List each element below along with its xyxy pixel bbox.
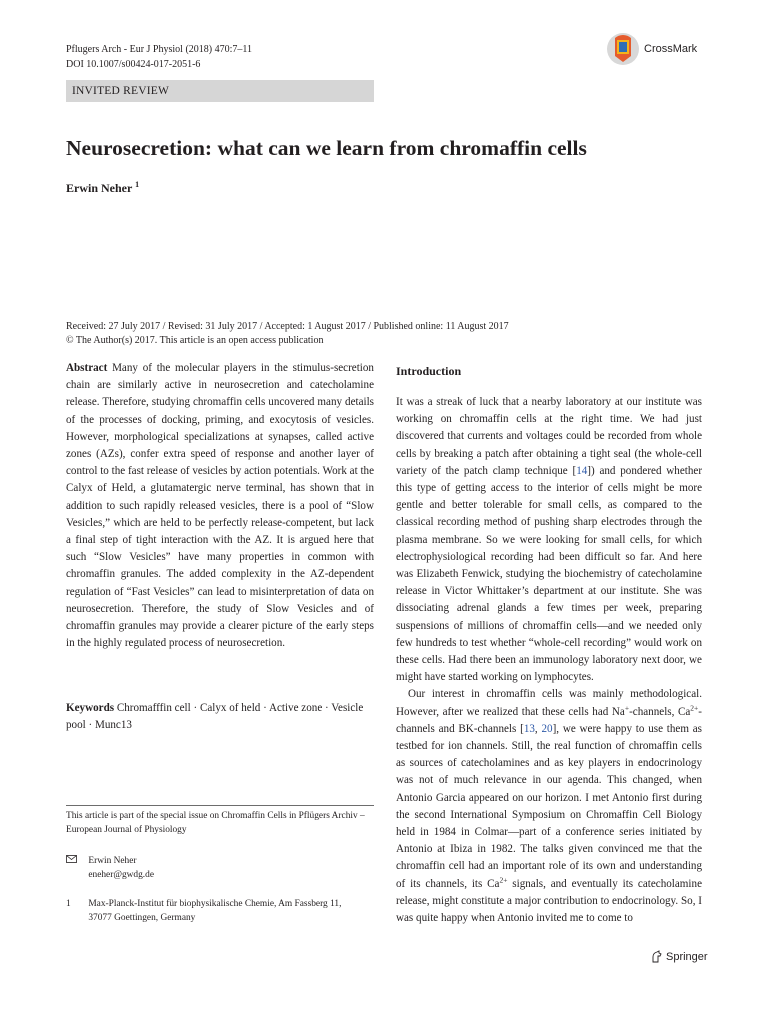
introduction-section — [396, 360, 702, 927]
superscript: 2+ — [499, 875, 508, 884]
affil-line-2: 37077 Goettingen, Germany — [88, 912, 196, 923]
section-label: INVITED REVIEW — [72, 85, 170, 97]
intro-p2-text-d: ], we were happy to use them as testbed for ion channels. Still, the real function of chromaffin cells as sources of catecholamines and as key players in endocrinology was not of much relevance in our agenda. This changed, when Antonio Garcia appeared on our horizon. I met Antonio first during the second International Symposium on Chromaffin Cell Biology held in 1984 in Colmar—part of a conference series initiated by Antonio at Ibiza in 1982. The talks given convinced me that the chromaffin cell had an important role of its own and understanding of its channels, its Ca — [396, 722, 702, 890]
envelope-icon — [66, 855, 86, 869]
dates-line: Received: 27 July 2017 / Revised: 31 July 2017 / Accepted: 1 August 2017 / Published online: 11 August 2017 — [66, 321, 509, 332]
citation-link[interactable]: 13 — [523, 722, 535, 735]
citation-link[interactable]: 20 — [541, 722, 553, 735]
publisher-logo — [650, 950, 708, 963]
author-affil-mark: 1 — [135, 180, 140, 189]
superscript: 2+ — [690, 702, 699, 712]
corr-name: Erwin Neher — [88, 856, 137, 866]
introduction-heading: Introduction — [396, 364, 462, 378]
author-name[interactable]: Erwin Neher — [66, 181, 133, 195]
springer-horse-icon — [650, 950, 663, 963]
intro-p1-text-b: ]) and pondered whether this type of getting access to the interior of cells might be more gentle and better tolerable for small cells, as compared to the classical recording method of pushing sharp electrodes through the plasma membrane. So we were looking for small cells, for which electrophysiological recording had been difficult so far. And here was Elizabeth Fenwick, studying the biochemistry of catecholamine release in Victor Whittaker’s department at our institute. She was dissociating adrenal glands a few times per week, preparing suspensions of millions of chromaffin cells—and we needed only few hundreds to test whether “whole-cell recording” would work on these cells. Had there been an immunology laboratory next door, we might have started working on lymphocytes. — [396, 464, 703, 684]
keywords-heading: Keywords — [66, 702, 115, 714]
intro-p1-text-a: It was a streak of luck that a nearby laboratory at our institute was working on chromaffin cells at the right time. We had just discovered that currents and voltages could be recorded from whole cells by breaking a patch after obtaining a tight seal (the whole-cell variety of the patch clamp technique [ — [396, 396, 702, 477]
citation-separator: , — [534, 722, 542, 735]
intro-paragraph-1 — [396, 394, 702, 686]
affiliation — [66, 898, 376, 925]
keywords-text: Chromafffin cell · Calyx of held · Active zone · Vesicle pool · Munc13 — [66, 702, 364, 732]
abstract-text: Many of the molecular players in the stimulus-secretion chain are similarly active in neurosecretion and catecholamine release. Therefore, studying chromaffin cells uncovered many details of the processes of docking, priming, and exocytosis of vesicles. However, morphological specializations at synapses, called active zones (AZs), confer extra speed of response and another layer of control to the fast release of vesicles by action potentials. Work at the Calyx of Held, a glutamatergic nerve terminal, has shown that in addition to such rapidly released vesicles, there is a pool of “Slow Vesicles,” which are held to be perfectly release-competent, but lack a final step of tight interaction with the AZ. It is argued here that such “Slow Vesicles” have many properties in common with chromaffin granules. The added complexity in the AZ-dependent regulation of “Fast Vesicles” can lead to misinterpretation of data on neurosecretion. Therefore, the study of Slow Vesicles and of chromaffin granules may provide a clearer picture of the early steps in the highly regulated process of neurosecretion. — [66, 362, 374, 650]
intro-paragraph-2 — [396, 686, 702, 927]
publisher-name: Springer — [666, 950, 708, 963]
affil-line-1: Max-Planck-Institut für biophysikalische Chemie, Am Fassberg 11, — [88, 899, 342, 909]
intro-p2-text-a: Our interest in chromaffin cells was mainly methodological. However, after we realized that these cells had Na — [396, 688, 702, 718]
crossmark-icon — [606, 32, 640, 66]
journal-line: Pflugers Arch - Eur J Physiol (2018) 470:7–11 — [66, 44, 253, 55]
crossmark-label: CrossMark — [644, 43, 698, 55]
section-banner — [66, 80, 374, 102]
article-history — [66, 320, 706, 348]
superscript: + — [624, 702, 630, 712]
article-title: Neurosecretion: what can we learn from chromaffin cells — [66, 136, 587, 160]
keywords-block — [66, 700, 374, 734]
citation-link[interactable]: 14 — [576, 464, 588, 477]
intro-p2-text-e: signals, and eventually its catecholamine release, might constitute a major contribution to endocrinology. So, I was quite happy when Antonio invited me to come to — [396, 877, 702, 925]
intro-p2-text-c: -channels and BK-channels [ — [396, 705, 702, 735]
intro-p2-text-b: -channels, Ca — [629, 705, 691, 718]
author-line — [66, 181, 139, 196]
journal-citation — [66, 42, 252, 72]
footnote-divider — [66, 805, 374, 806]
corr-email[interactable]: eneher@gwdg.de — [88, 869, 154, 880]
affil-mark: 1 — [66, 899, 71, 909]
special-issue-note: This article is part of the special issue on Chromaffin Cells in Pflügers Archiv – European Journal of Physiology — [66, 811, 365, 835]
correspondence — [66, 855, 376, 882]
copyright-line: © The Author(s) 2017. This article is an open access publication — [66, 335, 324, 346]
doi-line[interactable]: DOI 10.1007/s00424-017-2051-6 — [66, 59, 201, 70]
abstract-block — [66, 360, 374, 652]
abstract-heading: Abstract — [66, 362, 108, 374]
crossmark-badge[interactable] — [606, 32, 697, 66]
